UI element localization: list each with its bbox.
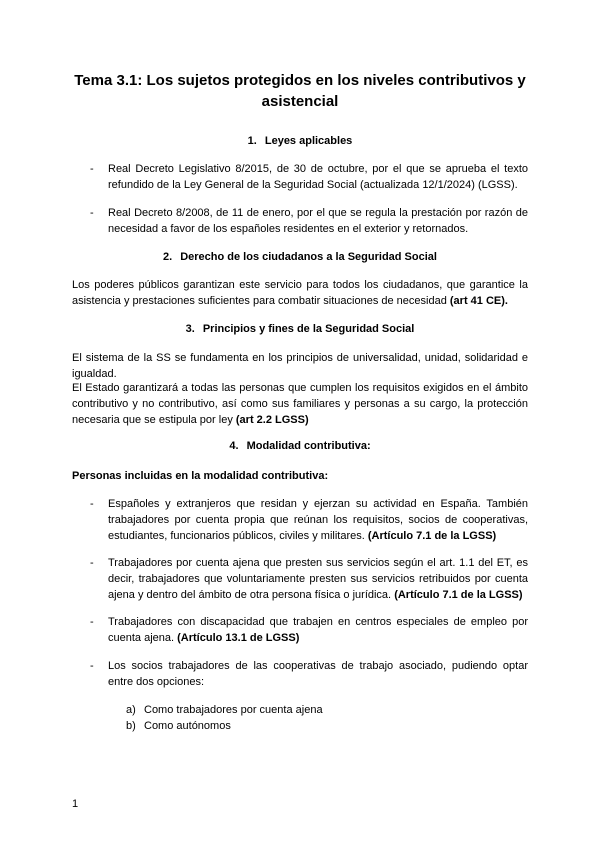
list-dash: - [90,660,94,672]
option-item-b [126,718,231,734]
section-4-number: 4. [229,440,239,452]
list-item-text: Trabajadores por cuenta ajena que presten sus servicios según el art. 1.1 del ET, es decir, trabajadores que voluntariamente presten sus servicios retribuidos por cuenta ajena y dentro del ámbito de otra persona física o jurídica. [108,557,528,601]
option-text: Como trabajadores por cuenta ajena [144,704,323,716]
section-1-heading [72,134,528,149]
option-marker: a) [126,704,136,716]
list-item-text: Real Decreto 8/2008, de 11 de enero, por el que se regula la prestación por razón de necesidad a favor de los españoles residentes en el exterior y retornados. [108,207,528,235]
section-1-title: Leyes aplicables [264,135,353,147]
page-number: 1 [72,798,79,810]
section-3-title: Principios y fines de la Seguridad Social [202,323,415,335]
section-2-title: Derecho de los ciudadanos a la Seguridad Social [180,251,437,263]
section-1-number: 1. [247,135,257,147]
list-dash: - [90,616,94,628]
list-item [90,658,528,690]
list-item [90,496,528,544]
list-item-reference: (Artículo 7.1 de la LGSS) [394,589,523,601]
list-dash: - [90,163,94,175]
page-title: Tema 3.1: Los sujetos protegidos en los niveles contributivos y asistencial [74,72,526,110]
list-item-reference: (Artículo 7.1 de la LGSS) [367,530,497,542]
section-4-subheading: Personas incluidas en la modalidad contributiva: [72,470,329,482]
section-3-reference: (art 2.2 LGSS) [235,414,309,426]
option-item-a [126,702,323,718]
list-item [90,614,528,646]
option-text: Como autónomos [144,720,231,732]
section-2-reference: (art 41 CE). [449,295,508,307]
list-item [90,205,528,237]
section-3-paragraph-1: El sistema de la SS se fundamenta en los principios de universalidad, unidad, solidaridad e igualdad. [72,352,528,380]
list-item-text: Los socios trabajadores de las cooperativas de trabajo asociado, pudiendo optar entre dos opciones: [108,660,528,688]
section-2-number: 2. [163,251,173,263]
section-4-heading [72,439,528,454]
section-2-heading [72,250,528,265]
option-marker: b) [126,720,136,732]
list-item-text: Españoles y extranjeros que residan y ejerzan su actividad en España. También trabajadores por cuenta propia que reúnan los requisitos, socios de cooperativas, estudiantes, funcionarios públicos, civiles y militares. [108,498,528,542]
section-4-title: Modalidad contributiva: [246,440,371,452]
list-dash: - [90,498,94,510]
list-item-reference: (Artículo 13.1 de LGSS) [177,632,300,644]
section-3-paragraph-2 [72,380,528,428]
list-item [90,161,528,193]
section-3-heading [72,322,528,337]
section-3-number: 3. [185,323,195,335]
list-dash: - [90,557,94,569]
section-2-paragraph [72,277,528,309]
section-2-text: Los poderes públicos garantizan este servicio para todos los ciudadanos, que garantice la asistencia y prestaciones suficientes para combatir situaciones de necesidad [72,279,528,307]
list-item-text: Real Decreto Legislativo 8/2015, de 30 de octubre, por el que se aprueba el texto refundido de la Ley General de la Seguridad Social (actualizada 12/1/2024) (LGSS). [108,163,528,191]
list-item [90,555,528,603]
list-item-text: Trabajadores con discapacidad que trabajen en centros especiales de empleo por cuenta ajena. [108,616,528,644]
list-dash: - [90,207,94,219]
section-3-text: El Estado garantizará a todas las personas que cumplen los requisitos exigidos en el ámbito contributivo y no contributivo, así como sus familiares y personas a su cargo, la protección necesaria que se estipula por ley [72,382,528,426]
